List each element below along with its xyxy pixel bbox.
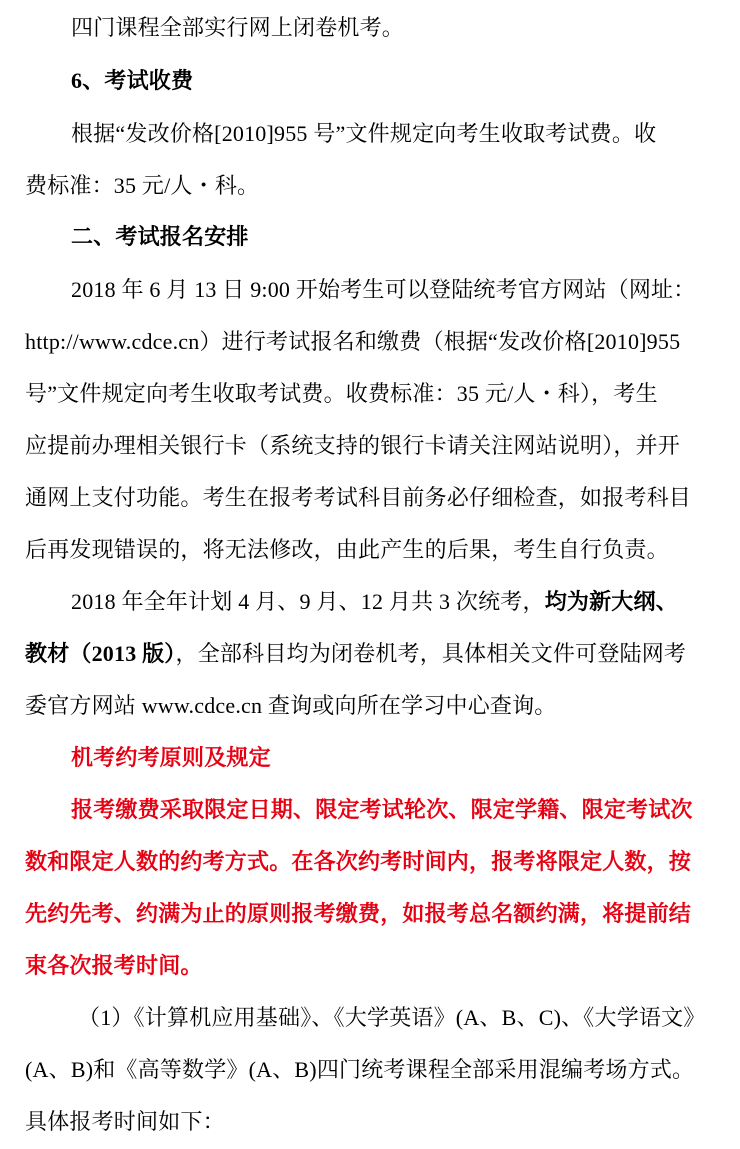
red-heading-exam-rules: 机考约考原则及规定 bbox=[71, 745, 271, 770]
paragraph-line: 应提前办理相关银行卡（系统支持的银行卡请关注网站说明），并开 bbox=[25, 433, 681, 458]
paragraph-line bbox=[71, 588, 678, 616]
paragraph-line: 具体报考时间如下： bbox=[25, 1109, 225, 1134]
paragraph-line: 2018 年 6 月 13 日 9:00 开始考生可以登陆统考官方网站（网址： bbox=[71, 277, 696, 302]
bold-text: 教材（2013 版） bbox=[25, 641, 176, 666]
paragraph-line: 后再发现错误的，将无法修改，由此产生的后果，考生自行负责。 bbox=[25, 537, 669, 562]
paragraph-line: (A、B)和《高等数学》(A、B)四门统考课程全部采用混编考场方式。 bbox=[25, 1057, 695, 1082]
paragraph-line: 委官方网站 www.cdce.cn 查询或向所在学习中心查询。 bbox=[25, 693, 557, 718]
red-paragraph-line: 先约先考、约满为止的原则报考缴费，如报考总名额约满，将提前结 bbox=[25, 901, 692, 926]
paragraph-line: http://www.cdce.cn）进行考试报名和缴费（根据“发改价格[2010]955 bbox=[25, 329, 681, 354]
plain-text: 2018 年全年计划 4 月、9 月、12 月共 3 次统考， bbox=[71, 589, 545, 614]
paragraph-line: 费标准：35 元/人・科。 bbox=[25, 173, 260, 198]
red-paragraph-line: 数和限定人数的约考方式。在各次约考时间内，报考将限定人数，按 bbox=[25, 849, 692, 874]
paragraph-line: 根据“发改价格[2010]955 号”文件规定向考生收取考试费。收 bbox=[71, 121, 657, 146]
section-heading-exam-fee: 6、考试收费 bbox=[71, 68, 194, 93]
paragraph-line bbox=[25, 640, 686, 668]
bold-text: 均为新大纲、 bbox=[544, 589, 678, 614]
paragraph-line: （1）《计算机应用基础》、《大学英语》(A、B、C)、《大学语文》 bbox=[78, 1005, 706, 1030]
paragraph-line: 四门课程全部实行网上闭卷机考。 bbox=[71, 15, 405, 40]
red-paragraph-line: 束各次报考时间。 bbox=[25, 953, 203, 978]
paragraph-line: 通网上支付功能。考生在报考考试科目前务必仔细检查，如报考科目 bbox=[25, 485, 692, 510]
paragraph-line: 号”文件规定向考生收取考试费。收费标准：35 元/人・科），考生 bbox=[25, 381, 658, 406]
plain-text: ，全部科目均为闭卷机考，具体相关文件可登陆网考 bbox=[175, 641, 687, 666]
red-paragraph-line: 报考缴费采取限定日期、限定考试轮次、限定学籍、限定考试次 bbox=[71, 797, 693, 822]
section-heading-registration: 二、考试报名安排 bbox=[71, 224, 249, 249]
